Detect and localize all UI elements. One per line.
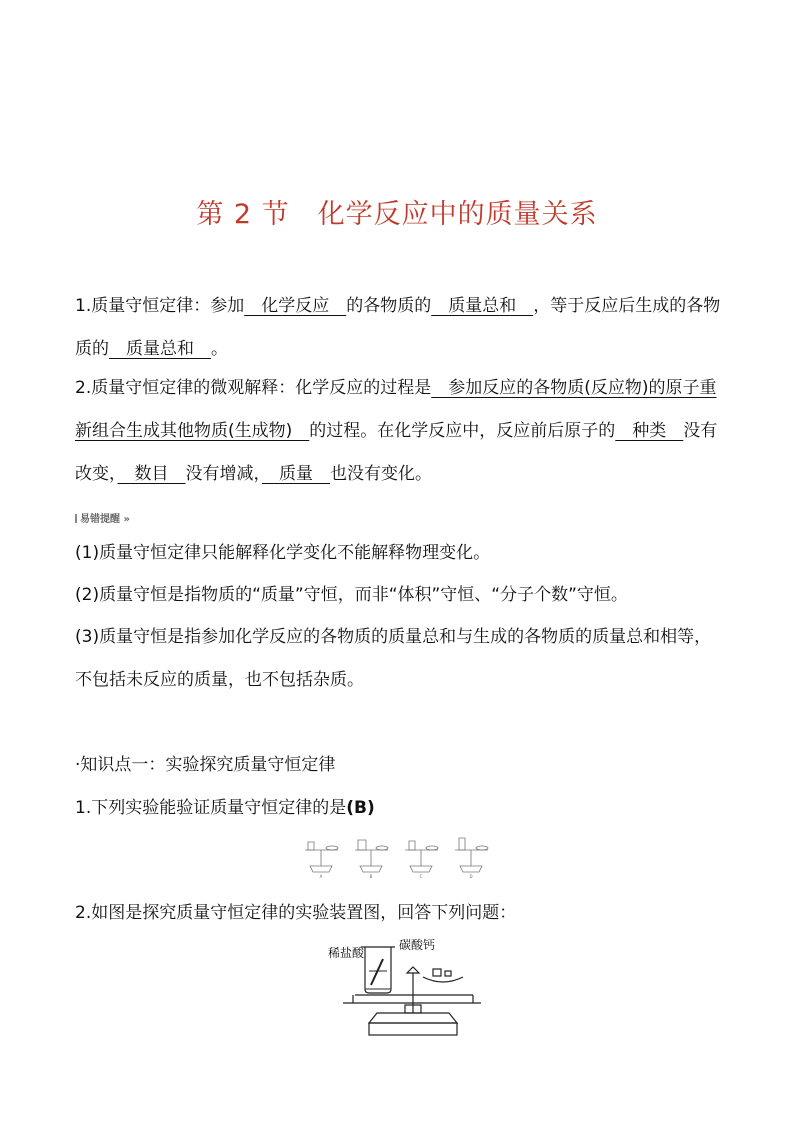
figure-label-b: B [369, 874, 373, 878]
figure-label-d: D [469, 874, 473, 878]
note-3: (3)质量守恒是指参加化学反应的各物质的质量总和与生成的各物质的质量总和相等，不包括未反应的质量，也不包括杂质。 [75, 627, 712, 690]
note-2: (2)质量守恒是指物质的“质量”守恒，而非“体积”守恒、“分子个数”守恒。 [75, 585, 628, 605]
figure-label-a: A [319, 874, 323, 878]
label-hydrochloric-acid: 稀盐酸 [328, 946, 365, 960]
page-title: 第 2 节 化学反应中的质量关系 [196, 199, 598, 230]
section-heading: ·知识点一：实验探究质量守恒定律 [75, 755, 336, 775]
paragraph-1: 1.质量守恒定律：参加 化学反应 的各物质的 质量总和 ，等于反应后生成的各物质的 质量总和 。 [75, 296, 721, 359]
question-1: 1.下列实验能验证质量守恒定律的是(B) [75, 798, 375, 818]
question-2: 2.如图是探究质量守恒定律的实验装置图，回答下列问题： [75, 903, 517, 923]
q1-balance-figures [300, 832, 490, 878]
question-1-answer: (B) [346, 798, 375, 818]
tip-bar-icon [75, 514, 77, 523]
blank-answer: 化学反应 [244, 296, 347, 316]
tip-label: 易错提醒 » [75, 510, 130, 525]
blank-answer: 质量总和 [109, 339, 211, 359]
q2-apparatus-figure [325, 937, 485, 1039]
blank-answer: 种类 [615, 421, 684, 441]
figure-label-c: C [419, 874, 423, 878]
label-calcium-carbonate: 碳酸钙 [399, 938, 436, 952]
note-1: (1)质量守恒定律只能解释化学变化不能解释物理变化。 [75, 543, 491, 563]
blank-answer: 参加反应的各物质(反应物)的原子重新组合生成其他物质(生成物) [75, 378, 717, 441]
blank-answer: 数目 [117, 464, 186, 484]
paragraph-2: 2.质量守恒定律的微观解释：化学反应的过程是 参加反应的各物质(反应物)的原子重新组合生成其他物质(生成物) 的过程。在化学反应中，反应前后原子的 种类 没有改变， 数目 没有增减， 质量 也没有变化。 [75, 378, 718, 484]
blank-answer: 质量 [262, 464, 330, 484]
blank-answer: 质量总和 [431, 296, 534, 316]
